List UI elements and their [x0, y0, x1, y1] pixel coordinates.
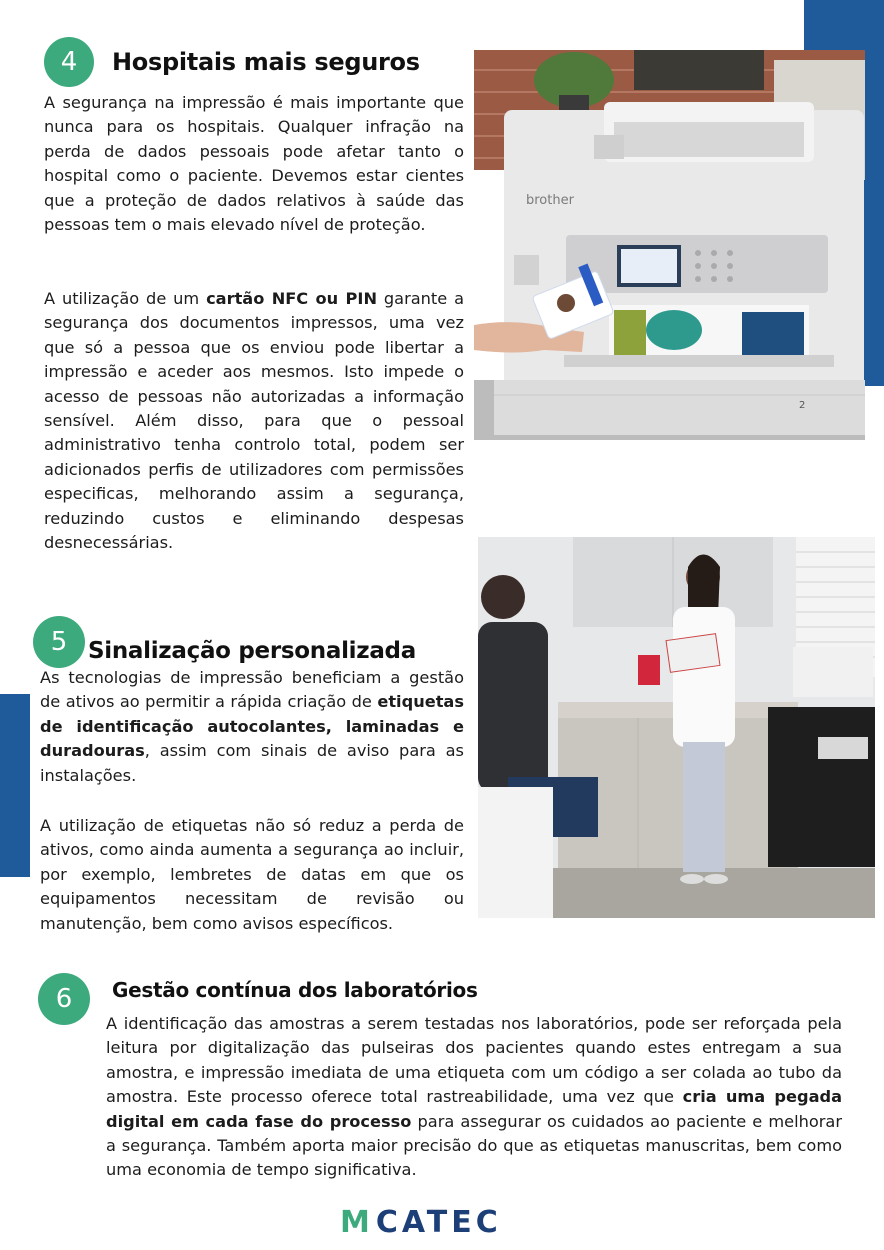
section-paragraph — [44, 91, 464, 237]
clinic-illustration — [478, 537, 875, 918]
paragraph-text: para assegurar os cuidados ao paciente e melhorar a segurança. Também aporta maior precisão do que as etiquetas manuscritas, bem como uma economia de tempo significativa. — [106, 1111, 843, 1180]
paragraph-text: , assim com sinais de aviso para as instalações. — [40, 741, 464, 785]
paragraph-text: A utilização de etiquetas não só reduz a perda de ativos, como ainda aumenta a segurança ao incluir, por exemplo, lembretes de datas em que os equipamentos necessitam de revisão ou manutenção, bem como avisos específicos. — [40, 816, 464, 933]
section-number-badge: 4 — [44, 37, 94, 87]
paragraph-text: A segurança na impressão é mais importante que nunca para os hospitais. Qualquer infração na perda de dados pessoais pode afetar tanto o hospital como o paciente. Devemos estar cientes que a proteção de dados relativos à saúde das pessoas tem o mais elevado nível de proteção. — [44, 93, 464, 235]
clinic-photo — [478, 537, 875, 918]
section-paragraph — [44, 287, 464, 555]
bold-phrase: cria uma pegada digital em cada fase do processo — [106, 1087, 842, 1131]
section-number-badge: 5 — [33, 616, 85, 668]
printer-photo — [474, 50, 865, 440]
logo-wordmark: CATEC — [375, 1205, 502, 1240]
bold-phrase: etiquetas de identificação autocolantes, laminadas e duradouras — [40, 692, 464, 761]
section-number-badge: 6 — [38, 973, 90, 1025]
printer-illustration — [474, 50, 865, 440]
logo-m: M — [340, 1205, 372, 1240]
section-paragraph — [106, 1012, 842, 1183]
paragraph-text: As tecnologias de impressão beneficiam a gestão de ativos ao permitir a rápida criação de — [40, 668, 464, 712]
paragraph-text: A identificação das amostras a serem testadas nos laboratórios, pode ser reforçada pela leitura por digitalização das pulseiras dos pacientes quando estes entregam a sua amostra, e impressão imediata de uma etiqueta com um código a ser colada ao tubo da amostra. Este processo oferece total rastreabilidade, uma vez que — [106, 1014, 842, 1107]
section-title: Sinalização personalizada — [88, 638, 416, 664]
decorative-blue-bar-left — [0, 694, 30, 877]
bold-phrase: cartão NFC ou PIN — [206, 289, 377, 308]
section-title: Hospitais mais seguros — [112, 48, 420, 76]
section-paragraph — [40, 666, 464, 788]
section-paragraph — [40, 814, 464, 936]
mcatec-logo — [340, 1205, 502, 1240]
section-title: Gestão contínua dos laboratórios — [112, 978, 478, 1002]
paragraph-text: A utilização de um — [44, 289, 207, 308]
paragraph-text: garante a segurança dos documentos impressos, uma vez que só a pessoa que os enviou pode libertar a impressão e aceder aos mesmos. Isto impede o acesso de pessoas não autorizadas a informação sensível. Além disso, para que o pessoal administrativo tenha controlo total, podem ser adicionados perfis de utilizadores com permissões especificas, melhorando assim a segurança, reduzindo custos e eliminando despesas desnecessárias. — [44, 289, 464, 553]
printer-brand-label: brother — [526, 193, 574, 208]
tray-number-label: 2 — [799, 400, 806, 411]
